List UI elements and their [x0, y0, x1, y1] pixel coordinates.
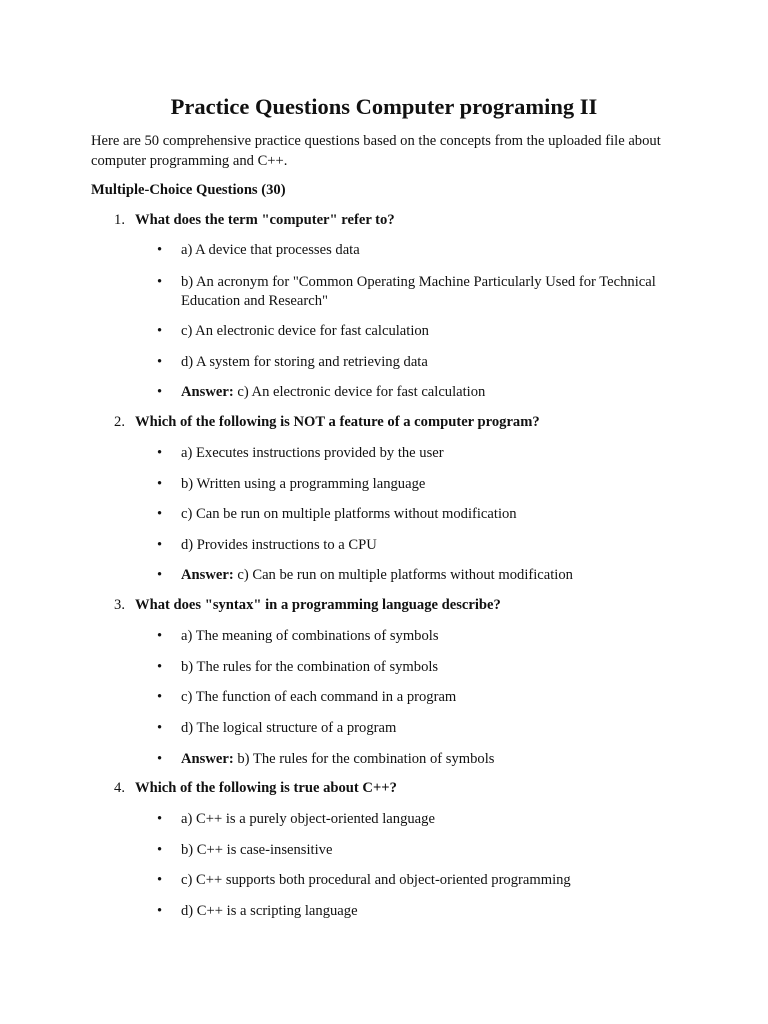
option-item: c) The function of each command in a program	[181, 689, 457, 705]
bullet-icon: •	[157, 903, 163, 919]
option-item: c) An electronic device for fast calculation	[181, 323, 429, 339]
bullet-icon: •	[157, 720, 163, 736]
answer-item	[181, 749, 691, 769]
answer-label: Answer:	[181, 567, 234, 583]
bullet-icon: •	[157, 323, 163, 339]
bullet-icon: •	[157, 506, 163, 522]
option-item: a) The meaning of combinations of symbols	[181, 628, 439, 644]
page-title: Practice Questions Computer programing II	[170, 94, 598, 119]
answer-text: c) An electronic device for fast calculation	[237, 384, 486, 400]
bullet-icon: •	[157, 445, 163, 461]
option-item: b) Written using a programming language	[181, 476, 426, 492]
bullet-icon: •	[157, 242, 163, 258]
answer-label: Answer:	[181, 751, 234, 767]
bullet-icon: •	[157, 384, 163, 400]
option-item: a) A device that processes data	[181, 242, 360, 258]
option-item: a) Executes instructions provided by the user	[181, 445, 444, 461]
option-item: c) Can be run on multiple platforms without modification	[181, 506, 517, 522]
intro-paragraph: Here are 50 comprehensive practice questions based on the concepts from the uploaded file about computer programming and C++.	[91, 133, 661, 169]
bullet-icon: •	[157, 476, 163, 492]
question-number: 2.	[114, 414, 125, 430]
option-item: d) C++ is a scripting language	[181, 903, 358, 919]
answer-label: Answer:	[181, 384, 234, 400]
bullet-icon: •	[157, 751, 163, 767]
bullet-icon: •	[157, 354, 163, 370]
question-number: 4.	[114, 780, 125, 796]
bullet-icon: •	[157, 628, 163, 644]
option-item: b) C++ is case-insensitive	[181, 842, 333, 858]
section-heading: Multiple-Choice Questions (30)	[91, 182, 286, 198]
question-number: 1.	[114, 212, 125, 228]
option-item: b) An acronym for "Common Operating Machine Particularly Used for Technical Education and Research"	[181, 274, 656, 309]
bullet-icon: •	[157, 659, 163, 675]
option-item: d) The logical structure of a program	[181, 720, 397, 736]
bullet-icon: •	[157, 537, 163, 553]
bullet-icon: •	[157, 842, 163, 858]
option-item: d) Provides instructions to a CPU	[181, 537, 377, 553]
question-text: Which of the following is NOT a feature of a computer program?	[135, 414, 540, 430]
option-item: d) A system for storing and retrieving data	[181, 354, 428, 370]
question-text: What does the term "computer" refer to?	[135, 212, 395, 228]
question-text: Which of the following is true about C++?	[135, 780, 397, 796]
answer-text: c) Can be run on multiple platforms without modification	[237, 567, 573, 583]
option-item: b) The rules for the combination of symbols	[181, 659, 439, 675]
bullet-icon: •	[157, 567, 163, 583]
bullet-icon: •	[157, 689, 163, 705]
answer-item	[181, 382, 691, 402]
bullet-icon: •	[157, 274, 163, 290]
answer-text: b) The rules for the combination of symbols	[237, 751, 495, 767]
answer-item	[181, 565, 691, 585]
bullet-icon: •	[157, 811, 163, 827]
bullet-icon: •	[157, 872, 163, 888]
option-item: c) C++ supports both procedural and object-oriented programming	[181, 872, 571, 888]
option-item: a) C++ is a purely object-oriented language	[181, 811, 435, 827]
question-number: 3.	[114, 597, 125, 613]
question-text: What does "syntax" in a programming language describe?	[135, 597, 501, 613]
